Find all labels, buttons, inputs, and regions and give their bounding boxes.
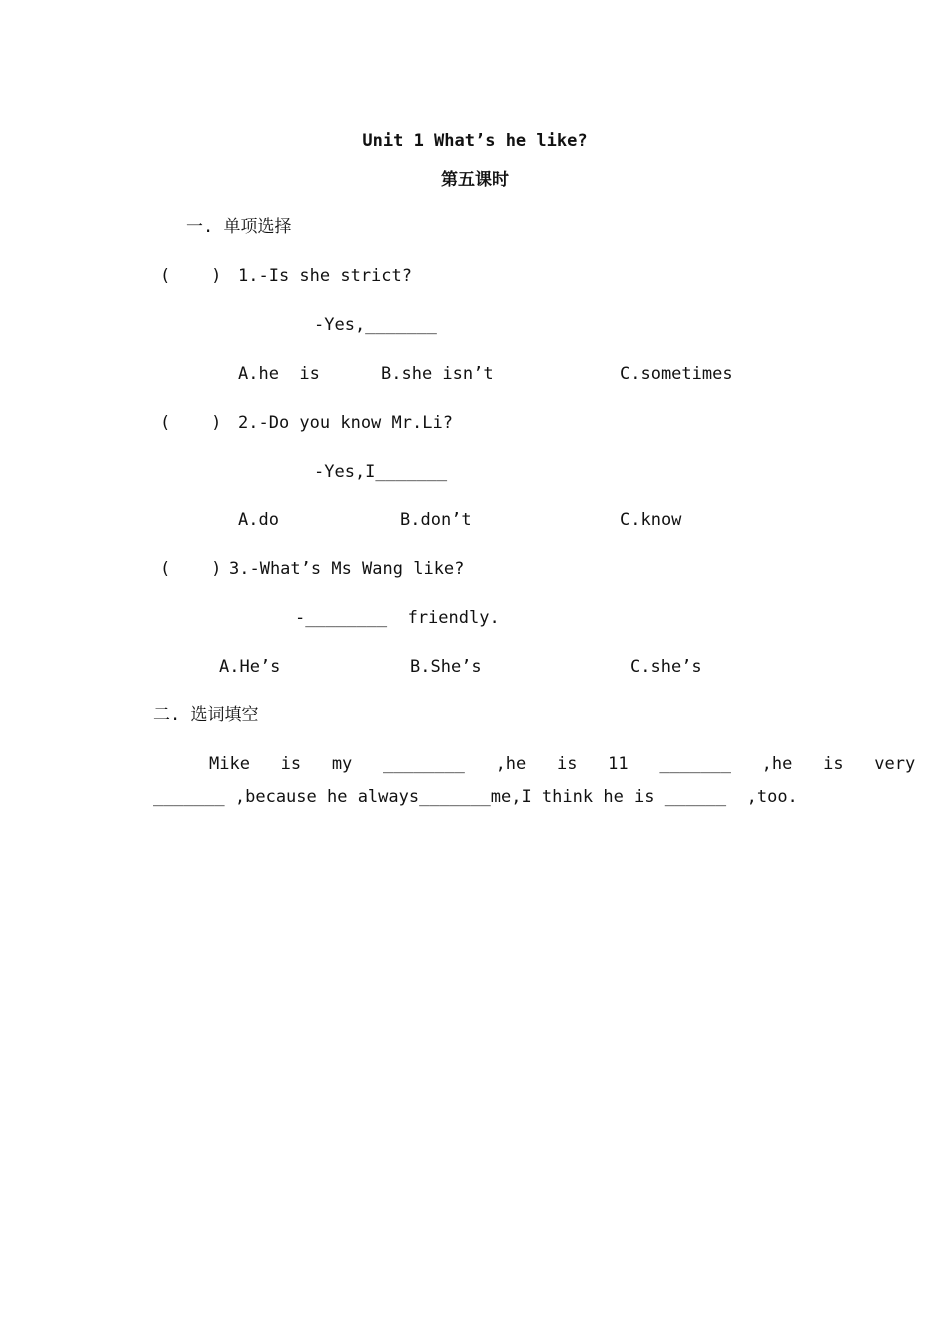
question-answer-line: -Yes,I_______ bbox=[314, 462, 448, 482]
question-stem: 2.-Do you know Mr.Li? bbox=[238, 413, 453, 433]
answer-paren: ( ) bbox=[160, 266, 222, 286]
passage-line-1: Mike is my ________ ,he is 11 _______ ,he is very bbox=[209, 754, 916, 774]
question-stem: 1.-Is she strict? bbox=[238, 266, 412, 286]
page-title: Unit 1 What’s he like? bbox=[362, 131, 588, 151]
question-answer-line: -Yes,_______ bbox=[314, 315, 437, 335]
section-1-heading: 一. 单项选择 bbox=[186, 217, 292, 237]
option-a: A.He’s bbox=[219, 657, 281, 677]
option-c: C.sometimes bbox=[620, 364, 733, 384]
question-answer-line: -________ friendly. bbox=[295, 608, 500, 628]
option-a: A.do bbox=[238, 510, 279, 530]
option-c: C.she’s bbox=[630, 657, 702, 677]
answer-paren: ( ) bbox=[160, 413, 222, 433]
option-b: B.don’t bbox=[400, 510, 472, 530]
question-stem: 3.-What’s Ms Wang like? bbox=[229, 559, 465, 579]
passage-line-2: _______ ,because he always_______me,I think he is ______ ,too. bbox=[153, 787, 798, 807]
option-b: B.She’s bbox=[410, 657, 482, 677]
option-c: C.know bbox=[620, 510, 682, 530]
option-a: A.he is bbox=[238, 364, 320, 384]
page-subtitle: 第五课时 bbox=[441, 170, 509, 190]
section-2-heading: 二. 选词填空 bbox=[153, 705, 259, 725]
answer-paren: ( ) bbox=[160, 559, 222, 579]
option-b: B.she isn’t bbox=[381, 364, 494, 384]
